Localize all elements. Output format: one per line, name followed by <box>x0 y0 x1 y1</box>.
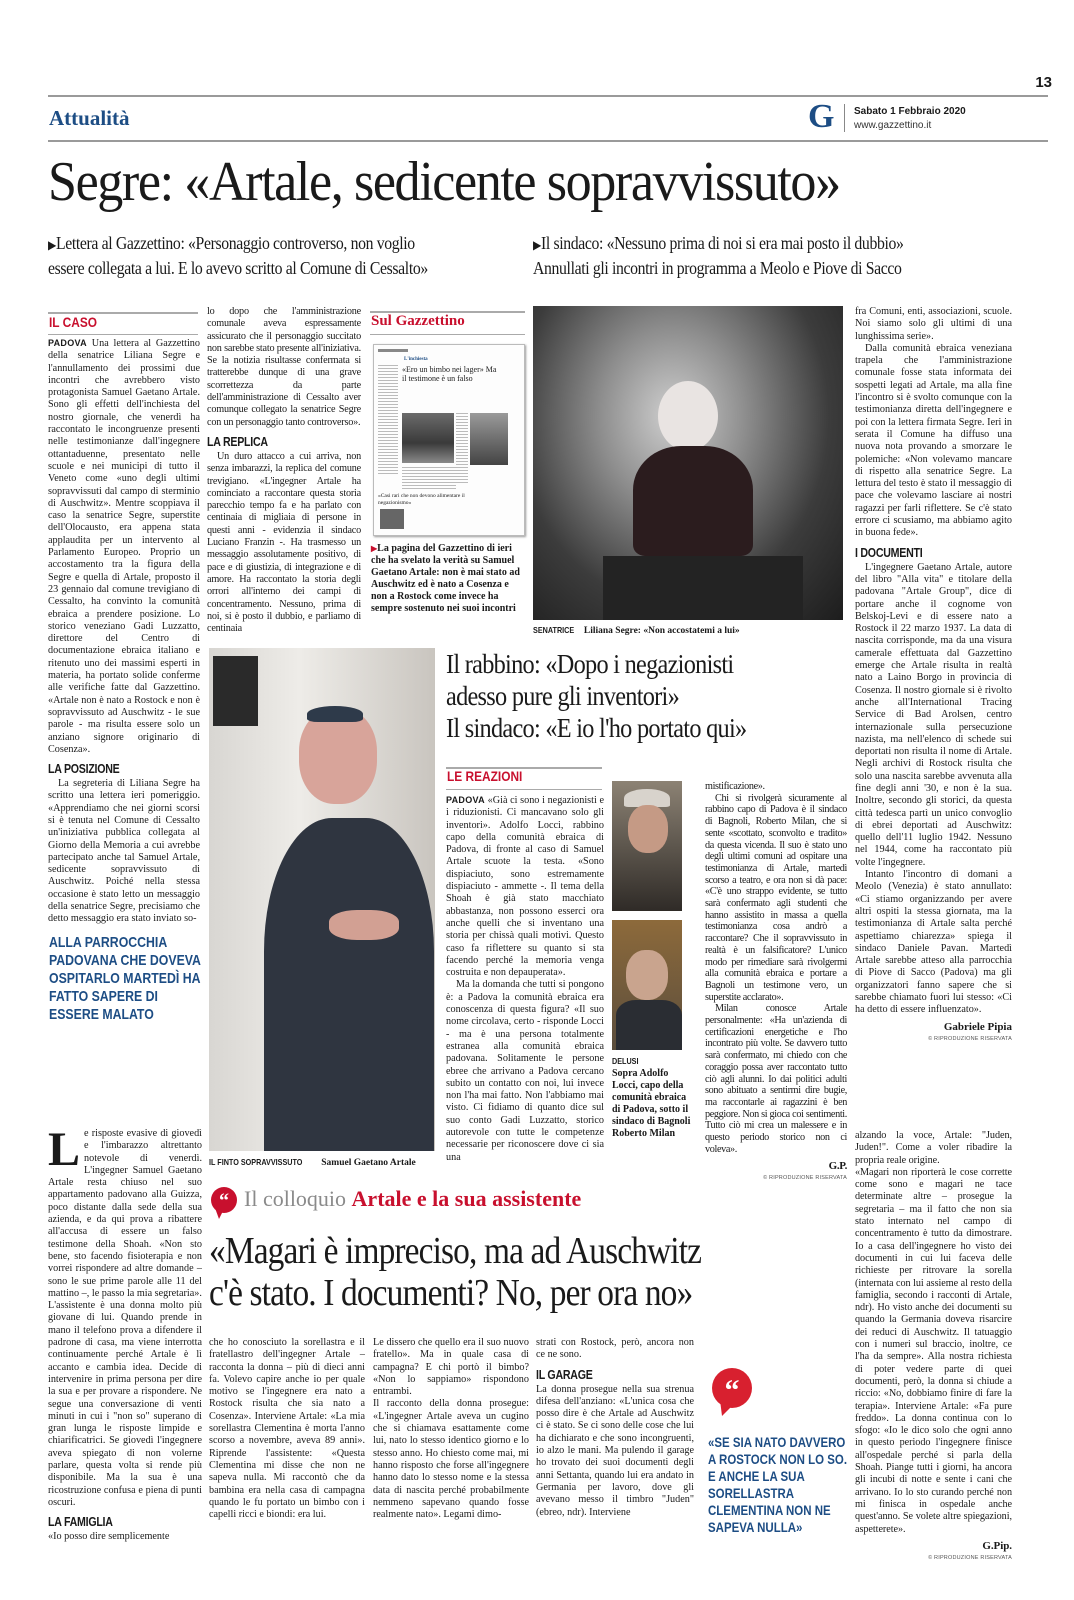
main-headline: Segre: «Artale, sedicente sopravvissuto» <box>48 151 840 213</box>
reazioni-column-1 <box>446 795 604 1179</box>
caption-text: Liliana Segre: «Non accostatemi a lui» <box>583 626 740 636</box>
paragraph: mistificazione». <box>705 781 765 792</box>
artale-caption <box>209 1157 439 1169</box>
segre-caption <box>533 625 843 637</box>
paragraph: L'ingegnere Gaetano Artale, autore del libro "Alla vita" e titolare della padovana "Artale Group", dice di portare anche il cognome von Belskoj-Levi e di essere nato a Rostock il 22 marzo 1937. La data di nascita corrisponde, ma da una visura camerale effettuata dal Gazzettino emerge che Artale risulta in realtà nato a Laino Borgo in provincia di Cosenza. Il nostro giornale si è rivolto anche all'International Tracing Service di Bad Arolsen, centro internazionale sulla persecuzione nazista, ma nell'elenco di schede sui deportati non risulta il nome di Artale. Negli archivi di Rostock risulta che solo una nascita sarebbe avvenuta alla fine degli anni '30, e non è la sua. Inoltre, secondo gli storici, da questa città tedesca partì un unico convoglio di ebrei deportati ad Auschwitz: quello dell'11 luglio 1942. Nessuno nel 1944, come ha raccontato più volte l'ingegnere. <box>855 561 1012 868</box>
deck-right <box>533 232 1001 280</box>
clip-text-column <box>456 413 468 483</box>
deck-right-line2: Annullati gli incontri in programma a Meolo e Piove di Sacco <box>533 258 902 278</box>
subhead-la-posizione: LA POSIZIONE <box>48 762 120 777</box>
delusi-caption <box>612 1056 696 1140</box>
logo-divider <box>844 104 845 132</box>
pull-quote-left: ALLA PARROCCHIA PADOVANA CHE DOVEVA OSPITARLO MARTEDÌ HA FATTO SAPERE DI ESSERE MALATO <box>49 934 201 1023</box>
caption-label: DELUSI <box>612 1056 639 1066</box>
photo-face <box>628 805 668 853</box>
svg-text:“: “ <box>724 1374 740 1407</box>
byline: Gabriele Pipia <box>943 1020 1012 1033</box>
clip-subheadline: «Casi rari che non devono alimentare il negazionismo» <box>378 493 465 506</box>
subhead-il-garage: IL GARAGE <box>536 1367 593 1382</box>
paragraph: «Già ci sono i negazionisti e i riduzionisti. Ci mancavano solo gli inventori». Adolfo Locci, rabbino capo della comunità ebraica di Padova, di fronte al caso di Samuel Artale scuote la testa. «Sono dispiaciuto, sono estremamente dispiaciuto - ammette -. Il tema della Shoah è già stato macchiato abbastanza, non possono esserci ora anche quelli che si inventano una storia per chissà quali motivi. Questo caso fa riflettere su quanto si sta facendo perché la memoria venga costruita e non depauperata». <box>446 795 604 979</box>
sul-gazzettino-caption <box>371 543 523 615</box>
paragraph: strati con Rostock, però, ancora non ce ne sono. <box>536 1337 694 1361</box>
byline: G.Pip. <box>982 1539 1012 1552</box>
colloquio-header <box>244 1186 581 1212</box>
deck-left-line2: essere collegata a lui. E lo avevo scritto al Comune di Cessalto» <box>48 258 428 278</box>
caption-label: SENATRICE <box>533 625 575 635</box>
paragraph: L'assistente è una donna molto più giovane di lui. Quando prende in mano il telefono prova a difendere il padrone di casa, ma viene interrotta continuamente perché Artale è lì accanto e cambia idea. Decide di intervenire in prima persona per dire la sua e per provare a rispondere. Ne segue una conversazione di venti minuti in cui i "non so" superano di gran lunga le risposte limpide e chiarificatrici. Se giovedì l'ingegnere aveva spiegato di non volerne parlare, questa volta si rende più disponibile. Ma la sua è una ricostruzione confusa e piena di punti oscuri. <box>48 1300 202 1508</box>
photo-adolfo-locci <box>612 781 682 911</box>
svg-text:“: “ <box>219 1190 229 1212</box>
caption-text: Samuel Gaetano Artale <box>321 1158 416 1168</box>
caption-text: Sopra Adolfo Locci, capo della comunità ebraica di Padova, sotto il sindaco di Bagnoli Roberto Milan <box>612 1068 691 1139</box>
gazzettino-logo[interactable]: G <box>808 98 835 135</box>
paragraph: Dalla comunità ebraica veneziana trapela che l'amministrazione comunale fosse stata informata dei sospetti legati ad Artale, ma alla fine l'incontro si è svolto comunque con la testimonianza diretta dell'ingegnere e poi con la lettera firmata Segre. Ieri in serata il Comune ha diffuso una nuova nota provando a smorzare le polemiche: «Non volevamo mancare di rispetto alla senatrice Segre. La lettura del testo è stato il messaggio di pace che volevamo lasciare ai nostri ragazzi per farli riflettere. Se c'è stato errore ci scusiamo, ma abbiamo agito in buona fede». <box>855 342 1012 539</box>
masthead-rule <box>48 140 1048 142</box>
kicker-le-reazioni: LE REAZIONI <box>447 768 523 784</box>
photo-samuel-artale <box>209 648 435 1151</box>
deck-left <box>48 232 480 280</box>
clip-headline: «Ero un bimbo nei lager» Ma il testimone è un falso <box>402 365 497 383</box>
colloquio-title: Artale e la sua assistente <box>351 1186 582 1211</box>
article-column-5 <box>855 306 1012 1118</box>
paragraph: Ma la domanda che tutti si pongono è: a Padova la comunità ebraica era conoscenza di questa figura? «Il suo nome circolava, certo - risponde Locci - ma è una persona totalmente estranea alla comunità ebraica padovana. Solitamente le persone ebree che arrivano a Padova cercano subito un contatto con noi, lui invece non l'ha mai fatto. Non l'abbiamo mai visto. Ci fidiamo di quanto dice sul suo conto Gadi Luzzatto, storico autorevole con tutte le competenze necessarie per riconoscere dove ci sia una <box>446 979 604 1163</box>
top-rule <box>48 95 1048 97</box>
paragraph: «Io posso dire semplicemente <box>48 1531 170 1543</box>
triangle-bullet-icon: ▶ <box>48 238 56 252</box>
colloquio-headline-2: c'è stato. I documenti? No, per ora no» <box>209 1272 693 1314</box>
photo-hands <box>329 910 399 940</box>
article-column-1 <box>48 338 200 926</box>
reazioni-headline-1: Il rabbino: «Dopo i negazionisti <box>446 649 734 679</box>
byline: G.P. <box>828 1159 847 1172</box>
website-link[interactable]: www.gazzettino.it <box>854 120 932 131</box>
paragraph: Chi si rivolgerà sicuramente al rabbino capo di Padova è il sindaco di Bagnoli, Roberto Milan, che si sente «scottato, sconvolto e tradito» da questa vicenda. Il suo è stato uno degli ultimi comuni ad ospitare una testimonianza di Artale, martedì scorso a teatro, e ora non si dà pace: «C'è uno strappo evidente, se tutto sarà confermato agli studenti che hanno assistito in massa a quella testimonianza cosa andrò a raccontare? Che il sopravvissuto in realtà è un falsificatore? L'unico modo per rimediare sarà rivolgermi alla comunità ebraica e portare a Bagnoli un testimone vero, un superstite acclarato». <box>705 792 847 1003</box>
paragraph: Il racconto della donna prosegue: «L'ingegner Artale aveva un cugino che si chiamava esattamente come lui, nato lo stesso identico giorno e lo stesso anno. Ho chiesto come mai, mi hanno risposto che forse all'ingegnere hanno dato lo stesso nome e la stessa data di nascita perché probabilmente nemmeno sapevano quando fosse realmente nato». Legami dimo- <box>373 1398 529 1521</box>
pull-quote-colloquio: «SE SIA NATO DAVVERO A ROSTOCK NON LO SO. E ANCHE LA SUA SORELLASTRA CLEMENTINA NON NE SAPEVA NULLA» <box>708 1434 848 1535</box>
rule <box>446 789 602 790</box>
photo-face <box>626 950 668 1000</box>
deck-left-line1: Lettera al Gazzettino: «Personaggio controverso, non voglio <box>55 233 415 253</box>
rule <box>48 334 198 335</box>
colloquio-column-5 <box>855 1130 1012 1570</box>
dateline: PADOVA <box>48 338 87 348</box>
photo-sweater <box>264 818 434 1151</box>
paragraph: «Magari non riporterà le cose corrette come sono e magari ne tace determinate altre – prosegue la segretaria – ma il fatto che non sia stato internato nel campo di concentramento è tutto da dimostrare. Io a casa dell'ingegnere ho visto dei documenti in cui lui faceva delle richieste per ritrovare la sorella (internata con lui assieme al resto della famiglia, secondo i racconti di Artale, ndr). Ho visto anche dei documenti su quando la Germania doveva risarcire dei reduci di Auschwitz. Il tatuaggio con i numeri sul braccio, inoltre, ce l'ha da sempre». Alla nostra richiesta di poter vedere parte di quei documenti, però, la donna si chiude a riccio: «No, dobbiamo finire di fare la terapia». Interviene Artale: «Fa pure freddo». La donna continua con lo sfogo: «Io le dico solo che ogni anno in questo periodo l'ingegnere finisce all'ospedale perché si parla della Shoah. Piange tutti i giorni, ha ancora gli incubi di notte e sente i cani che arrivano. Io lo sto curando perché non mi finisca in ospedale anche quest'anno. Se volete altre spiegazioni, aspetterete». <box>855 1166 1012 1535</box>
paragraph: lo dopo che l'amministrazione comunale aveva espressamente assicurato che il personaggio succitato non sarebbe stato presente all'iniziativa. Se la notizia risultasse confermata si tratterebbe dunque di una grave scorrettezza da parte dell'amministrazione di Cessalto aver comunque collegato la senatrice Segre con un personaggio tanto controverso». <box>207 306 361 428</box>
clip-text-column <box>402 467 456 489</box>
caption-text: La pagina del Gazzettino di ieri che ha svelato la verità su Samuel Gaetano Artale: non è mai stato ad Auschwitz ed è nato a Cosenza e non a Rostock come invece ha sempre sostenuto nei suoi incontri <box>371 543 520 614</box>
photo-liliana-segre <box>533 306 843 620</box>
drop-cap: L <box>48 1128 81 1176</box>
photo-chair <box>603 556 803 620</box>
quote-bubble-icon <box>209 1186 239 1220</box>
clip-kicker: L'inchiesta <box>404 357 428 362</box>
reazioni-column-2 <box>705 781 847 1181</box>
rule <box>370 334 525 335</box>
triangle-bullet-icon: ▶ <box>533 238 541 252</box>
subhead-la-replica: LA REPLICA <box>207 434 268 449</box>
clip-photo-auschwitz <box>402 413 454 463</box>
photo-figure-body <box>633 446 753 556</box>
sul-gazzettino-title: Sul Gazzettino <box>371 313 465 329</box>
colloquio-headline-1: «Magari è impreciso, ma ad Auschwitz <box>209 1230 702 1272</box>
article-column-2 <box>207 306 361 642</box>
section-title: Attualità <box>49 106 130 130</box>
photo-roberto-milan <box>612 920 682 1050</box>
paragraph: e risposte evasive di giovedì e l'imbarazzo altrettanto notevole di venerdì. L'ingegner Samuel Gaetano Artale resta chiuso nel suo appartamento padovano alla Guizza, poco distante dalla sede della sua azienda, e da qui prova a ribattere all'accusa di essere un falso testimone della Shoah. «Non sto bene, sto facendo fisioterapia e non vorrei rispondere ad altre domande – sono le sue prime parole alle 11 del mattino –, le passo la mia segretaria». <box>48 1128 202 1299</box>
photo-jacket <box>616 1000 682 1050</box>
paragraph: Milan conosce Artale personalmente: «Ha un'azienda di certificazioni energetiche e l'ho incontrato più volte. Se davvero tutto sarà confermato, mi chiedo con che coraggio possa aver raccontato tutto ciò agli alunni. Io dai politici adulti sono abituato a sentirmi dire bugie, ma raccontarle ai ragazzini è ben peggiore. Non si gioca coi sentimenti. Tutto ciò mi crea un malessere e in questo periodo storico non ci voleva». <box>705 1003 847 1155</box>
colloquio-label: Il colloquio <box>244 1186 347 1211</box>
quote-bubble-icon <box>710 1368 754 1420</box>
paragraph: Intanto l'incontro di domani a Meolo (Venezia) è stato annullato: «Ci stiamo organizzando per avere altri ospiti la stessa giornata, ma la testimonianza di Artale salta perché aspettiamo chiarezza» spiega il sindaco Daniele Pavan. Martedì Artale sarebbe atteso alla parrocchia di Piove di Sacco (Padova) ma gli organizzatori fanno sapere che si sarebbe chiamato fuori lui stesso: «Ci ha detto di essere influenzato». <box>855 869 1012 1016</box>
photo-kippah <box>307 706 363 722</box>
colloquio-column-2 <box>209 1337 365 1567</box>
copyright-notice: © RIPRODUZIONE RISERVATA <box>928 1035 1012 1042</box>
paragraph: che ho conosciuto la sorellastra e il fratellastro dell'ingegner Artale – racconta la donna – più di dieci anni fa. Volevo capire anche io per quale motivo se l'ingegnere era nato a Rostock risulta che sia nato a Cosenza». Interviene Artale: «La mia sorellastra Clementina è morta l'anno scorso a novembre, aveva 89 anni». Riprende l'assistente: «Questa Clementina mi disse che non ne sapeva nulla. Mi raccontò che da bambina era nella casa di campagna quando le fu portato un bimbo con i capelli ricci e biondi: era lui. <box>209 1337 365 1521</box>
subhead-la-famiglia: LA FAMIGLIA <box>48 1515 113 1530</box>
paragraph: Le dissero che quello era il suo nuovo fratello». Ma in quale casa di campagna? E chi portò il bimbo? «Non lo sappiamo» rispondono entrambi. <box>373 1337 529 1398</box>
paragraph: fra Comuni, enti, associazioni, scuole. Noi siamo solo gli ultimi di una lunghissima serie». <box>855 306 1012 342</box>
photo-figure-head <box>658 381 718 451</box>
colloquio-column-3 <box>373 1337 529 1567</box>
colloquio-column-1 <box>48 1128 202 1568</box>
deck-right-line1: Il sindaco: «Nessuno prima di noi si era mai posto il dubbio» <box>540 233 904 253</box>
kicker-il-caso: IL CASO <box>49 314 98 330</box>
photo-head <box>299 708 377 804</box>
clip-photo-small <box>380 509 404 529</box>
page-number: 13 <box>1035 74 1052 91</box>
dateline: PADOVA <box>446 795 485 805</box>
reazioni-headline-2: adesso pure gli inventori» <box>446 681 680 711</box>
paragraph: alzando la voce, Artale: "Juden, Juden!". Come a voler ribadire la propria reale origine. <box>855 1130 1012 1166</box>
paragraph: La segreteria di Liliana Segre ha scritto una lettera ieri pomeriggio. «Apprendiamo che nei giorni scorsi si è tenuta nel Comune di Cessalto un'iniziativa pubblica collegata al Giorno della Memoria a cui avrebbe partecipato anche tal Samuel Artale, sedicente sopravvissuto di Auschwitz. Poiché nella stessa occasione è stato letto un messaggio della senatrice Segre, precisiamo che detto messaggio era stato inviato so- <box>48 778 200 925</box>
colloquio-column-4 <box>536 1337 694 1567</box>
reazioni-headline-3: Il sindaco: «E io l'ho portato qui» <box>446 713 747 743</box>
issue-date: Sabato 1 Febbraio 2020 <box>854 106 966 117</box>
paragraph: Un duro attacco a cui arriva, non senza imbarazzi, la replica del comune trevigiano. «L'ingegner Artale ha cominciato a raccontare questa storia parecchio tempo fa e ha parlato con centinaia di migliaia di persone in questi anni - evidenzia il sindaco Luciano Franzin -. Ha trasmesso un messaggio assolutamente positivo, di pace e di giustizia, di integrazione e di amore. Ha raccontato la storia degli orrori all'interno dei campi di concentramento. Nessuno, prima di noi, si è posto il dubbio, e parliamo di centinaia <box>207 450 361 635</box>
clip-text-column <box>378 365 398 475</box>
copyright-notice: © RIPRODUZIONE RISERVATA <box>928 1554 1012 1561</box>
copyright-notice: © RIPRODUZIONE RISERVATA <box>763 1174 847 1181</box>
newspaper-clipping[interactable] <box>373 344 525 536</box>
paragraph: La donna prosegue nella sua strenua difesa dell'anziano: «L'unica cosa che posso dire è che Artale ad Auschwitz ci è stato. Se ci sono delle cose che lui ha dichiarato e che sono incongruenti, io alzo le mani. Ma pulendo il garage ho trovato dei suoi documenti degli anni Settanta, quando lui era andato in Germania per lavoro, dove gli avevano messo il timbro "Juden" (ebreo, ndr). Interviene <box>536 1383 694 1518</box>
caption-label: IL FINTO SOPRAVVISSUTO <box>209 1157 303 1167</box>
photo-speaker <box>213 656 258 726</box>
clip-masthead <box>378 349 408 352</box>
triangle-bullet-icon: ▶ <box>371 544 378 553</box>
subhead-i-documenti: I DOCUMENTI <box>855 545 923 560</box>
paragraph: Una lettera al Gazzettino della senatrice Liliana Segre e l'annullamento dei prossimi due incontri che avrebbero visto protagonista Samuel Gaetano Artale. Sono gli effetti dell'inchiesta del nostro giornale, che venerdì ha raccontato le incongruenze presenti nelle testimonianze dall'ingegnere ottantaduenne, presentato nelle scuole e nei municipi di tutto il Veneto come «uno degli ultimi sopravvissuti dal campo di sterminio di Auschwitz». Mentre scoppiava il caso la senatrice Segre, superstite dell'Olocausto, era appena stata applaudita per un intervento al Parlamento Europeo. Proprio un accostamento tra la figura della Segre e quella di Artale, proposto il 23 gennaio dal comune trevigiano di Cessalto, ha convinto la comunità ebraica a prendere posizione. Lo storico veneziano Gadi Luzzatto, direttore del Centro di documentazione ebraica italiano e ritenuto uno dei massimi esperti in materia, ha portato solide conferme alle verifiche fatte dal Gazzettino. «Artale non è nato a Rostock e non è sopravvissuto ad Auschwitz - le sue parole - ma risulta essere solo un anziano signore originario di Cosenza». <box>48 338 200 755</box>
clip-photo-portrait <box>470 413 508 465</box>
